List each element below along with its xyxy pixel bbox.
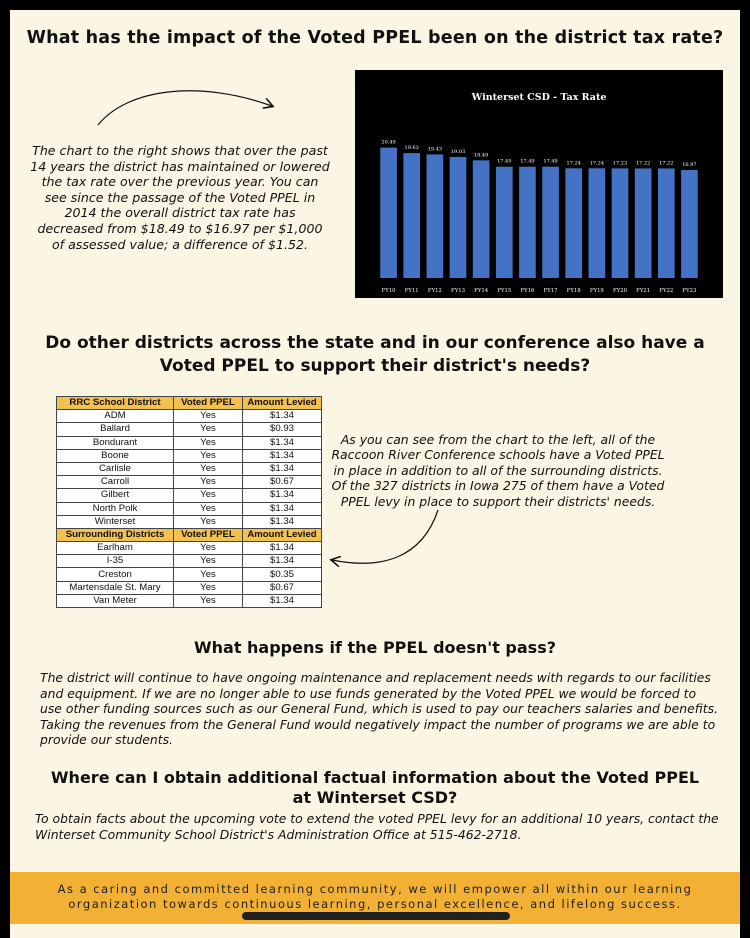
table-cell: Ballard xyxy=(57,423,174,436)
table-row xyxy=(57,581,322,594)
table-cell: $1.34 xyxy=(243,594,322,607)
table-cell: Yes xyxy=(174,542,243,555)
data-label: 16.97 xyxy=(682,162,697,169)
table-cell: Van Meter xyxy=(57,594,174,607)
table-cell: ADM xyxy=(57,410,174,423)
table-cell: Bondurant xyxy=(57,436,174,449)
tick-label: FY20 xyxy=(613,288,627,294)
column-header: Amount Levied xyxy=(243,397,322,410)
table-explanation-text: As you can see from the chart to the left, all of the Raccoon River Conference schools have a Voted PPEL in place in addition to all of the surrounding districts. Of the 327 districts in Iowa 275 of them have a Voted PPEL levy in place to support their districts' needs. xyxy=(331,432,665,509)
table-cell: Carlisle xyxy=(57,462,174,475)
tick-label: FY22 xyxy=(659,288,674,294)
table-row xyxy=(57,423,322,436)
data-label: 19.63 xyxy=(404,145,419,152)
table-cell: Martensdale St. Mary xyxy=(57,581,174,594)
table-row xyxy=(57,568,322,581)
table-cell: Yes xyxy=(174,423,243,436)
not-pass-text: The district will continue to have ongoing maintenance and replacement needs with regards to our facilities and equipment. If we are no longer able to use funds generated by the Voted PPEL we would be forced to use other funding sources such as our General Fund, which is used to pay our teachers salaries and benefits. Taking the revenues from the General Fund would negatively impact the number of programs we are able to provide our students. xyxy=(40,670,719,748)
table-row xyxy=(57,476,322,489)
table-cell: $1.34 xyxy=(243,515,322,528)
table-cell: $0.67 xyxy=(243,581,322,594)
bar-FY12 xyxy=(427,154,444,278)
table-row xyxy=(57,542,322,555)
column-header: RRC School District xyxy=(57,397,174,410)
data-label: 20.49 xyxy=(381,139,396,146)
table-cell: Yes xyxy=(174,555,243,568)
table-cell: Gilbert xyxy=(57,489,174,502)
data-label: 19.03 xyxy=(450,148,466,155)
data-label: 19.43 xyxy=(427,146,443,153)
bar-FY16 xyxy=(519,167,536,278)
table-cell: Yes xyxy=(174,449,243,462)
bar-FY22 xyxy=(658,168,675,278)
table-cell: Yes xyxy=(174,489,243,502)
tick-label: FY23 xyxy=(682,288,697,294)
table-cell: $0.67 xyxy=(243,476,322,489)
tick-label: FY18 xyxy=(566,288,581,294)
arrow-to-chart-icon xyxy=(98,91,272,125)
tick-label: FY17 xyxy=(543,288,558,294)
data-label: 17.22 xyxy=(659,160,674,167)
tick-label: FY16 xyxy=(520,288,535,294)
info-heading: Where can I obtain additional factual information about the Voted PPEL at Winterset CSD? xyxy=(50,768,700,807)
surrounding-header-row xyxy=(57,528,322,541)
bar-FY15 xyxy=(496,167,513,278)
data-label: 17.22 xyxy=(635,160,651,167)
bar-FY20 xyxy=(612,168,629,278)
data-label: 17.23 xyxy=(612,160,628,167)
tax-rate-bar-chart xyxy=(355,70,723,298)
bar-FY18 xyxy=(565,168,582,278)
table-cell: Winterset xyxy=(57,515,174,528)
mission-statement: As a caring and committed learning community, we will empower all within our learning organization towards continuous learning, personal excellence, and lifelong success. xyxy=(57,882,693,911)
table-cell: $1.34 xyxy=(243,502,322,515)
data-label: 17.49 xyxy=(497,158,512,165)
table-cell: Yes xyxy=(174,581,243,594)
tick-label: FY11 xyxy=(404,288,419,294)
tick-label: FY10 xyxy=(381,288,396,294)
table-row xyxy=(57,515,322,528)
table-cell: $1.34 xyxy=(243,449,322,462)
chart-title: Winterset CSD - Tax Rate xyxy=(471,92,607,103)
table-cell: Yes xyxy=(174,410,243,423)
table-cell: $0.35 xyxy=(243,568,322,581)
data-label: 17.49 xyxy=(543,158,558,165)
table-row xyxy=(57,555,322,568)
table-cell: North Polk xyxy=(57,502,174,515)
conference-header-row xyxy=(57,397,322,410)
table-cell: Yes xyxy=(174,476,243,489)
table-cell: Carroll xyxy=(57,476,174,489)
table-row xyxy=(57,594,322,607)
column-header: Voted PPEL xyxy=(174,528,243,541)
table-cell: Yes xyxy=(174,502,243,515)
info-text: To obtain facts about the upcoming vote to extend the voted PPEL levy for an additional 10 years, contact the Winterset Community School District's Administration Office at 515-462-2718. xyxy=(35,811,719,842)
table-cell: Boone xyxy=(57,449,174,462)
chart-explanation-text: The chart to the right shows that over the past 14 years the district has maintained or lowered the tax rate over the previous year. You can see since the passage of the Voted PPEL in 2014 the overall district tax rate has decreased from $18.49 to $16.97 per $1,000 of assessed value; a difference of $1.52. xyxy=(30,143,330,252)
table-cell: Yes xyxy=(174,568,243,581)
table-cell: I-35 xyxy=(57,555,174,568)
data-label: 17.49 xyxy=(520,158,535,165)
data-label: 17.24 xyxy=(566,160,581,167)
table-cell: Yes xyxy=(174,594,243,607)
tick-label: FY15 xyxy=(497,288,512,294)
table-cell: $0.93 xyxy=(243,423,322,436)
bar-FY23 xyxy=(681,170,698,278)
table-row xyxy=(57,410,322,423)
table-cell: $1.34 xyxy=(243,436,322,449)
table-cell: Yes xyxy=(174,462,243,475)
table-cell: Earlham xyxy=(57,542,174,555)
table-cell: $1.34 xyxy=(243,410,322,423)
table-cell: Creston xyxy=(57,568,174,581)
scrollbar[interactable] xyxy=(242,912,510,920)
table-row xyxy=(57,502,322,515)
bar-FY17 xyxy=(542,167,559,278)
tick-label: FY21 xyxy=(636,288,651,294)
flyer-page xyxy=(10,10,740,938)
table-cell: $1.34 xyxy=(243,542,322,555)
ppel-districts-table xyxy=(56,396,322,608)
table-cell: Yes xyxy=(174,436,243,449)
tick-label: FY14 xyxy=(474,288,489,294)
bar-FY10 xyxy=(380,148,397,278)
table-row xyxy=(57,449,322,462)
table-row xyxy=(57,436,322,449)
tick-label: FY12 xyxy=(427,288,442,294)
bar-FY19 xyxy=(589,168,606,278)
districts-heading: Do other districts across the state and in our conference also have a Voted PPEL to support their district's needs? xyxy=(45,333,705,376)
bar-FY14 xyxy=(473,160,490,278)
tick-label: FY13 xyxy=(451,288,465,294)
data-label: 18.49 xyxy=(473,152,489,159)
data-label: 17.24 xyxy=(589,160,605,167)
column-header: Voted PPEL xyxy=(174,397,243,410)
table-row xyxy=(57,462,322,475)
bar-FY11 xyxy=(403,153,420,278)
not-pass-heading: What happens if the PPEL doesn't pass? xyxy=(193,638,556,657)
bar-FY13 xyxy=(450,157,467,278)
tax-impact-heading: What has the impact of the Voted PPEL been on the district tax rate? xyxy=(26,28,724,48)
column-header: Surrounding Districts xyxy=(57,528,174,541)
table-row xyxy=(57,489,322,502)
table-cell: $1.34 xyxy=(243,489,322,502)
table-cell: Yes xyxy=(174,515,243,528)
tick-label: FY19 xyxy=(589,288,604,294)
table-cell: $1.34 xyxy=(243,462,322,475)
arrow-to-table-icon xyxy=(332,510,438,563)
table-cell: $1.34 xyxy=(243,555,322,568)
column-header: Amount Levied xyxy=(243,528,322,541)
bar-FY21 xyxy=(635,168,652,278)
